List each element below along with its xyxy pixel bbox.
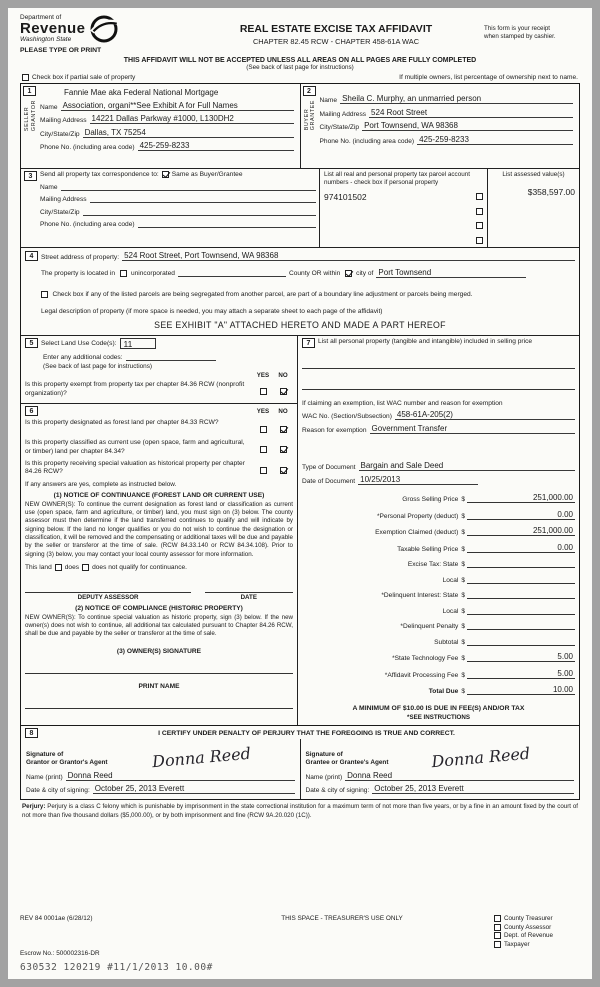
notice-compliance-title: (2) NOTICE OF COMPLIANCE (HISTORIC PROPERTY)	[75, 604, 243, 612]
yes-header-2: YES	[256, 407, 270, 415]
seller-section	[21, 84, 300, 168]
state-technology-fee-field[interactable]: 5.00	[467, 652, 575, 662]
personal-property-deduct-field[interactable]: 0.00	[467, 510, 575, 520]
dept-of-label: Department of	[20, 14, 62, 21]
land-use-label: Select Land Use Code(s):	[41, 339, 117, 347]
assessed-values-header: List assessed value(s)	[502, 171, 565, 178]
buyer-section	[300, 84, 580, 168]
form-header	[20, 14, 580, 54]
buyer-grantee-side-label: BUYER GRANTEE	[303, 100, 317, 131]
buyer-csz-field[interactable]: Port Townsend, WA 98368	[362, 121, 573, 131]
delinquent-interest-local-field[interactable]	[467, 606, 575, 615]
street-address-label: Street address of property:	[41, 253, 120, 261]
see-back-instructions: (See back of last page for instructions)	[43, 362, 153, 370]
unincorporated-label: unincorporated	[130, 269, 175, 277]
additional-codes-label: Enter any additional codes:	[43, 353, 123, 361]
grantee-date-field[interactable]: October 25, 2013 Everett	[372, 784, 574, 794]
section-6-number: 6	[25, 406, 38, 416]
doc-type-label: Type of Document	[302, 464, 356, 472]
deputy-assessor-caption: DEPUTY ASSESSOR	[77, 593, 139, 601]
owners-signature-title: (3) OWNER(S) SIGNATURE	[116, 647, 202, 655]
washington-state-label: Washington State	[20, 36, 72, 43]
multiple-owners-note: If multiple owners, list percentage of ownership next to name.	[399, 74, 578, 81]
seller-name-line1[interactable]: Fannie Mae aka Federal National Mortgage	[64, 88, 219, 97]
taxable-selling-price-field[interactable]: 0.00	[467, 543, 575, 553]
cashier-stamp: 630532 120219 #11/1/2013 10.00#	[20, 962, 213, 973]
nonprofit-yes-checkbox[interactable]	[260, 388, 267, 395]
grantor-name-print-field[interactable]: Donna Reed	[66, 771, 295, 781]
gross-selling-price-field[interactable]: 251,000.00	[467, 493, 575, 503]
grantee-agent-label: Grantee or Grantee's Agent	[305, 758, 389, 766]
county-or-within-label: County OR within	[288, 269, 341, 277]
buyer-name-label: Name	[319, 97, 338, 104]
grantor-name-print-label: Name (print)	[26, 773, 63, 781]
grantor-date-label: Date & city of signing:	[26, 787, 90, 795]
grantor-signature[interactable]: Donna Reed	[150, 743, 252, 772]
excise-state-field[interactable]	[467, 559, 575, 568]
current-use-no-checkbox[interactable]	[280, 446, 287, 453]
seller-grantor-side-label: SELLER GRANTOR	[24, 100, 37, 132]
seller-address-field[interactable]: 14221 Dallas Parkway #1000, L130DH2	[90, 114, 294, 124]
legal-description-label: Legal description of property (if more space is needed, you may attach a separate sheet to each page of the affidavit)	[41, 307, 383, 315]
buyer-name-field[interactable]: Sheila C. Murphy, an unmarried person	[340, 94, 573, 104]
city-of-label: city of	[356, 269, 374, 277]
does-not-qualify-checkbox[interactable]	[82, 564, 89, 571]
forest-land-question: Is this property designated as forest land per chapter 84.33 RCW?	[25, 418, 219, 426]
grantee-name-print-label: Name (print)	[305, 773, 343, 781]
corr-phone-label: Phone No. (including area code)	[40, 221, 135, 228]
excise-local-field[interactable]	[467, 575, 575, 584]
partial-sale-label: Check box if partial sale of property	[32, 74, 136, 81]
segregated-label: Check box if any of the listed parcels are being segregated from another parcel, are part of a boundary line adjustment or parcels being merged.	[52, 291, 473, 299]
acceptance-warning: THIS AFFIDAVIT WILL NOT BE ACCEPTED UNLESS ALL AREAS ON ALL PAGES ARE FULLY COMPLETED	[123, 57, 477, 64]
personal-property-checkbox-3[interactable]	[476, 222, 483, 229]
seller-phone-field[interactable]: 425-259-8233	[138, 141, 294, 151]
form-footer	[20, 915, 580, 973]
receipt-note: This form is your receipt when stamped by cashier.	[484, 25, 556, 41]
buyer-address-field[interactable]: 524 Root Street	[369, 108, 573, 118]
exemption-claimed-field[interactable]: 251,000.00	[467, 526, 575, 536]
property-location-section	[21, 247, 579, 335]
taxpayer-checkbox[interactable]	[494, 941, 501, 948]
doc-date-label: Date of Document	[302, 477, 356, 485]
city-checkbox[interactable]	[345, 270, 352, 277]
form-revision-number: REV 84 0001ae (6/28/12)	[20, 915, 93, 922]
current-use-yes-checkbox[interactable]	[260, 446, 267, 453]
if-yes-note: If any answers are yes, complete as instructed below.	[25, 480, 177, 488]
parcel-number-field[interactable]: 974101502	[324, 191, 367, 202]
county-assessor-checkbox[interactable]	[494, 924, 501, 931]
assessed-value-field[interactable]: $358,597.00	[527, 186, 575, 197]
corr-address-label: Mailing Address	[40, 196, 87, 203]
grantor-date-field[interactable]: October 25, 2013 Everett	[93, 784, 295, 794]
buyer-csz-label: City/State/Zip	[319, 124, 360, 131]
send-correspondence-label: Send all property tax correspondence to:	[40, 171, 159, 178]
notice-continuance-title: (1) NOTICE OF CONTINUANCE (FOREST LAND OR CURRENT USE)	[53, 491, 265, 499]
affidavit-page	[8, 8, 592, 979]
historic-no-checkbox[interactable]	[280, 467, 287, 474]
seller-name-field[interactable]: Association, organi**See Exhibit A for Full Names	[61, 101, 294, 111]
revenue-logo-icon	[89, 14, 119, 44]
forest-no-checkbox[interactable]	[280, 426, 287, 433]
corr-csz-field[interactable]	[83, 207, 316, 216]
grantor-signature-of-label: Signature of	[26, 750, 64, 758]
buyer-phone-label: Phone No. (including area code)	[319, 137, 415, 145]
doc-date-field[interactable]: 10/25/2013	[358, 475, 478, 485]
grantee-name-print-field[interactable]: Donna Reed	[345, 771, 574, 781]
print-name-title: PRINT NAME	[138, 682, 180, 690]
buyer-address-label: Mailing Address	[319, 110, 367, 118]
wac-label: WAC No. (Section/Subsection)	[302, 413, 392, 421]
personal-property-line-1[interactable]	[302, 361, 575, 369]
historic-yes-checkbox[interactable]	[260, 467, 267, 474]
section-3-number: 3	[24, 171, 37, 181]
revenue-label: Revenue	[20, 20, 86, 37]
unincorporated-checkbox[interactable]	[120, 270, 127, 277]
perjury-statement: Perjury: Perjury is a class C felony which is punishable by imprisonment in the state correctional institution for a maximum term of not more than five years, or by a fine in an amount fixed by the court of not more than five thousand dollars ($5,000.00), or by both imprisonment and fine (RCW 9A.20.020 (1C)).	[22, 803, 578, 819]
personal-property-line-2[interactable]	[302, 382, 575, 390]
treasurer-space-label: THIS SPACE - TREASURER'S USE ONLY	[281, 915, 403, 922]
section-4-number: 4	[25, 251, 38, 261]
reason-label: Reason for exemption	[302, 426, 367, 434]
distribution-checkboxes: County Treasurer County Assessor Dept. of Revenue Taxpayer	[494, 915, 580, 949]
subtotal-field[interactable]	[467, 637, 575, 646]
land-use-code-field[interactable]: 11	[120, 338, 156, 349]
grantee-signature-block	[300, 739, 580, 799]
corr-phone-field[interactable]	[138, 219, 316, 228]
segregated-checkbox[interactable]	[41, 291, 48, 298]
certify-statement: I CERTIFY UNDER PENALTY OF PERJURY THAT THE FOREGOING IS TRUE AND CORRECT.	[158, 729, 455, 737]
personal-property-header: List all personal property (tangible and intangible) included in selling price	[318, 337, 533, 345]
seller-address-label: Mailing Address	[40, 117, 87, 124]
reason-field[interactable]: Government Transfer	[370, 424, 575, 434]
this-land-label: This land	[25, 563, 52, 571]
city-field[interactable]: Port Townsend	[376, 268, 526, 278]
land-designation-section	[21, 403, 297, 725]
no-header: NO	[278, 371, 288, 379]
dept-of-revenue-checkbox[interactable]	[494, 932, 501, 939]
seller-name-label: Name	[40, 103, 58, 111]
corr-csz-label: City/State/Zip	[40, 208, 80, 216]
current-use-question: Is this property classified as current use (open space, farm and agricultural, or timber) land per chapter 84.34?	[25, 439, 245, 455]
parcel-header: List all real and personal property tax parcel account numbers - check box if personal property	[324, 171, 470, 186]
county-field[interactable]	[178, 269, 286, 277]
wac-field[interactable]: 458-61A-205(2)	[395, 410, 575, 420]
seller-csz-field[interactable]: Dallas, TX 75254	[83, 128, 294, 138]
grantor-agent-label: Grantor or Grantor's Agent	[26, 758, 108, 766]
yes-header: YES	[256, 371, 270, 379]
form-body	[20, 83, 580, 800]
certification-section	[21, 725, 579, 799]
same-as-buyer-label: Same as Buyer/Grantee	[171, 171, 243, 178]
corr-address-field[interactable]	[90, 194, 316, 203]
does-not-label: does not qualify for continuance.	[92, 563, 188, 571]
personal-property-checkbox-1[interactable]	[476, 193, 483, 200]
escrow-number: Escrow No.: 500002316-DR	[20, 950, 100, 957]
affidavit-processing-fee-field[interactable]: 5.00	[467, 669, 575, 679]
forest-yes-checkbox[interactable]	[260, 426, 267, 433]
grantor-signature-block	[21, 739, 300, 799]
seller-csz-label: City/State/Zip	[40, 130, 80, 138]
historic-property-question: Is this property receiving special valuation as historical property per chapter 84.26 RCW?	[25, 459, 245, 476]
total-due-field[interactable]: 10.00	[467, 685, 575, 695]
personal-property-checkbox-4[interactable]	[476, 237, 483, 244]
partial-sale-checkbox[interactable]	[22, 74, 29, 81]
parcel-numbers-column	[319, 169, 487, 247]
delinquent-interest-state-field[interactable]	[467, 590, 575, 599]
selling-price-section	[297, 336, 579, 726]
nonprofit-no-checkbox[interactable]	[280, 388, 287, 395]
notice-continuance-body: NEW OWNER(S): To continue the current designation as forest land or classification as current use (open space, farm and agriculture, or timber) land, you must sign on (3) below. The county assessor must then determine if the land transferred continues to qualify and will indicate by signing below. If the land no longer qualifies or you do not wish to continue the designation or classification, it will be removed and the compensating or additional taxes will be due and payable by the seller or transferor at the time of sale. (RCW 84.33.140 or RCW 84.34.108). Prior to signing (3) below, you may contact your local county assessor for more information.	[25, 500, 293, 558]
please-type-label: PLEASE TYPE OR PRINT	[20, 47, 102, 54]
county-treasurer-checkbox[interactable]	[494, 915, 501, 922]
additional-codes-field[interactable]	[126, 352, 216, 361]
tax-correspondence-section	[21, 168, 579, 247]
owner-signature-line[interactable]	[25, 666, 293, 674]
section-8-number: 8	[25, 728, 38, 738]
located-in-label: The property is located in	[41, 269, 116, 277]
doc-type-field[interactable]: Bargain and Sale Deed	[359, 461, 575, 471]
street-address-field[interactable]: 524 Root Street, Port Townsend, WA 98368	[122, 251, 575, 261]
chapter-subtitle: CHAPTER 82.45 RCW - CHAPTER 458-61A WAC	[252, 37, 420, 46]
grantee-signature[interactable]: Donna Reed	[431, 743, 532, 772]
notice-compliance-body: NEW OWNER(S): To continue special valuation as historic property, sign (3) below. If the new owner(s) does not wish to continue, all additional tax calculated pursuant to Chapter 84.26 RCW, shall be due and payable by the seller or transferor at the time of sale.	[25, 613, 293, 638]
section-2-number: 2	[303, 86, 316, 96]
date-caption: DATE	[240, 593, 257, 601]
form-title: REAL ESTATE EXCISE TAX AFFIDAVIT	[239, 23, 433, 35]
corr-name-field[interactable]	[61, 182, 316, 191]
deputy-date-line[interactable]	[205, 585, 293, 593]
fee-table: Gross Selling Price $ 251,000.00 *Personal Property (deduct) $ 0.00 Exemption Claimed (deduct) $ 251,000.00 Taxable Selling Price $ 0.00 Excise Tax: State $ Local $ *Delinquent Interest: State $ Local $ *Delinquent Penalty $ Subtotal $ *State Technology Fee $ 5.00 *Affidavit Processing Fee $ 5.00 Total Due $ 10.00	[375, 493, 573, 696]
land-use-section	[21, 336, 297, 404]
grantee-date-label: Date & city of signing:	[305, 787, 370, 795]
minimum-fee-note: A MINIMUM OF $10.00 IS DUE IN FEE(S) AND/OR TAX	[352, 705, 525, 713]
section-1-number: 1	[23, 86, 36, 96]
grantee-signature-of-label: Signature of	[305, 750, 343, 758]
corr-name-label: Name	[40, 183, 58, 191]
same-as-buyer-checkbox[interactable]	[162, 171, 169, 178]
personal-property-checkbox-2[interactable]	[476, 208, 483, 215]
see-instructions-note: *SEE INSTRUCTIONS	[407, 714, 470, 722]
see-back-note: (See back of last page for instructions)	[246, 64, 354, 71]
seller-phone-label: Phone No. (including area code)	[40, 144, 135, 151]
section-5-number: 5	[25, 338, 38, 348]
buyer-phone-field[interactable]: 425-259-8233	[417, 135, 573, 145]
delinquent-penalty-field[interactable]	[467, 621, 575, 630]
does-qualify-checkbox[interactable]	[55, 564, 62, 571]
no-header-2: NO	[278, 407, 288, 415]
nonprofit-exempt-question: Is this property exempt from property tax per chapter 84.36 RCW (nonprofit organization)?	[25, 381, 245, 397]
section-7-number: 7	[302, 338, 315, 348]
exemption-header: If claiming an exemption, list WAC number and reason for exemption	[302, 399, 503, 407]
agency-block	[20, 14, 188, 54]
print-name-line[interactable]	[25, 701, 293, 709]
exhibit-a-text: SEE EXHIBIT "A" ATTACHED HERETO AND MADE A PART HEREOF	[154, 319, 446, 330]
assessed-values-column	[487, 169, 579, 247]
dollar-sign: $	[461, 496, 465, 504]
deputy-assessor-signature-line[interactable]	[25, 585, 191, 593]
does-label: does	[64, 563, 80, 571]
